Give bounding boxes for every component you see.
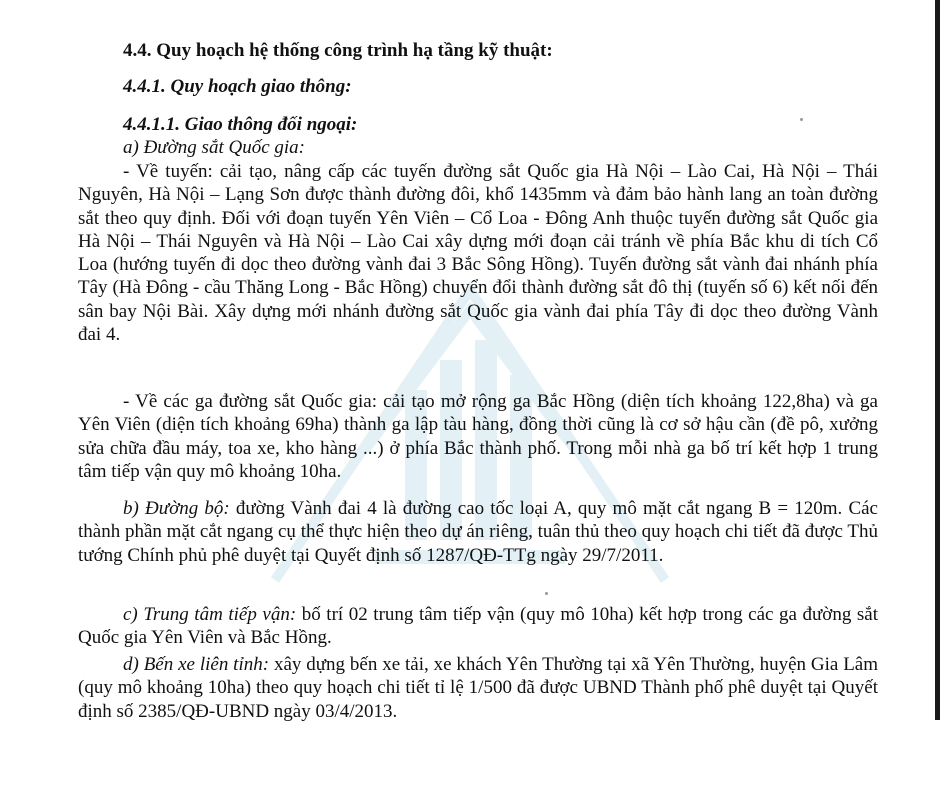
scan-speck bbox=[800, 118, 803, 121]
subsection-heading: 4.4.1. Quy hoạch giao thông: bbox=[123, 76, 352, 97]
paragraph-railway-stations: - Về các ga đường sắt Quốc gia: cải tạo mở rộng ga Bắc Hồng (diện tích khoảng 122,8ha) và ga Yên Viên (diện tích khoảng 69ha) thành ga lập tàu hàng, đồng thời cũng là cơ sở hậu cần (đề pô, xưởng sửa chữa đầu máy, toa xe, kho hàng ...) ở phía Bắc thành phố. Trong mỗi nhà ga bố trí kết hợp 1 trung tâm tiếp vận quy mô khoảng 10ha. bbox=[78, 391, 878, 482]
bus-terminal-label: d) Bến xe liên tỉnh: bbox=[123, 654, 270, 675]
paragraph-roads bbox=[78, 497, 878, 567]
paragraph-bus-terminal bbox=[78, 653, 878, 723]
item-heading-railway: a) Đường sắt Quốc gia: bbox=[123, 137, 305, 158]
section-heading: 4.4. Quy hoạch hệ thống công trình hạ tầng kỹ thuật: bbox=[123, 40, 553, 61]
scan-speck bbox=[545, 592, 548, 595]
roads-text: đường Vành đai 4 là đường cao tốc loại A, quy mô mặt cắt ngang B = 120m. Các thành phần mặt cắt ngang cụ thể thực hiện theo dự án riêng, tuân thủ theo quy hoạch chi tiết đã được Thủ tướng Chính phủ phê duyệt tại Quyết định số 1287/QĐ-TTg ngày 29/7/2011. bbox=[78, 498, 878, 566]
logistics-label: c) Trung tâm tiếp vận: bbox=[123, 604, 297, 625]
scan-edge-border bbox=[935, 0, 940, 720]
logistics-text: bố trí 02 trung tâm tiếp vận (quy mô 10ha) kết hợp trong các ga đường sắt Quốc gia Yên Viên và Bắc Hồng. bbox=[78, 604, 878, 649]
bus-terminal-text: xây dựng bến xe tải, xe khách Yên Thường tại xã Yên Thường, huyện Gia Lâm (quy mô khoảng 10ha) theo quy hoạch chi tiết tỉ lệ 1/500 đã được UBND Thành phố phê duyệt tại Quyết định số 2385/QĐ-UBND ngày 03/4/2013. bbox=[78, 654, 879, 722]
paragraph-railway-routes: - Về tuyến: cải tạo, nâng cấp các tuyến đường sắt Quốc gia Hà Nội – Lào Cai, Hà Nội – Thái Nguyên, Hà Nội – Lạng Sơn được thành đường đôi, khổ 1435mm và đảm bảo hành lang an toàn đường sắt theo quy định. Đối với đoạn tuyến Yên Viên – Cổ Loa - Đông Anh thuộc tuyến đường sắt Quốc gia Hà Nội – Thái Nguyên và Hà Nội – Lào Cai xây dựng mới đoạn cải tránh về phía Bắc khu di tích Cổ Loa (hướng tuyến đi dọc theo đường vành đai 3 Bắc Sông Hồng). Tuyến đường sắt vành đai nhánh phía Tây (Hà Đông - cầu Thăng Long - Bắc Hồng) chuyển đổi thành đường sắt đô thị (tuyến số 6) kết nối đến sân bay Nội Bài. Xây dựng mới nhánh đường sắt Quốc gia vành đai phía Tây đi dọc theo đường Vành đai 4. bbox=[78, 161, 878, 346]
paragraph-logistics bbox=[78, 603, 878, 650]
sub-subsection-heading: 4.4.1.1. Giao thông đối ngoại: bbox=[123, 114, 358, 135]
roads-label: b) Đường bộ: bbox=[123, 498, 230, 519]
